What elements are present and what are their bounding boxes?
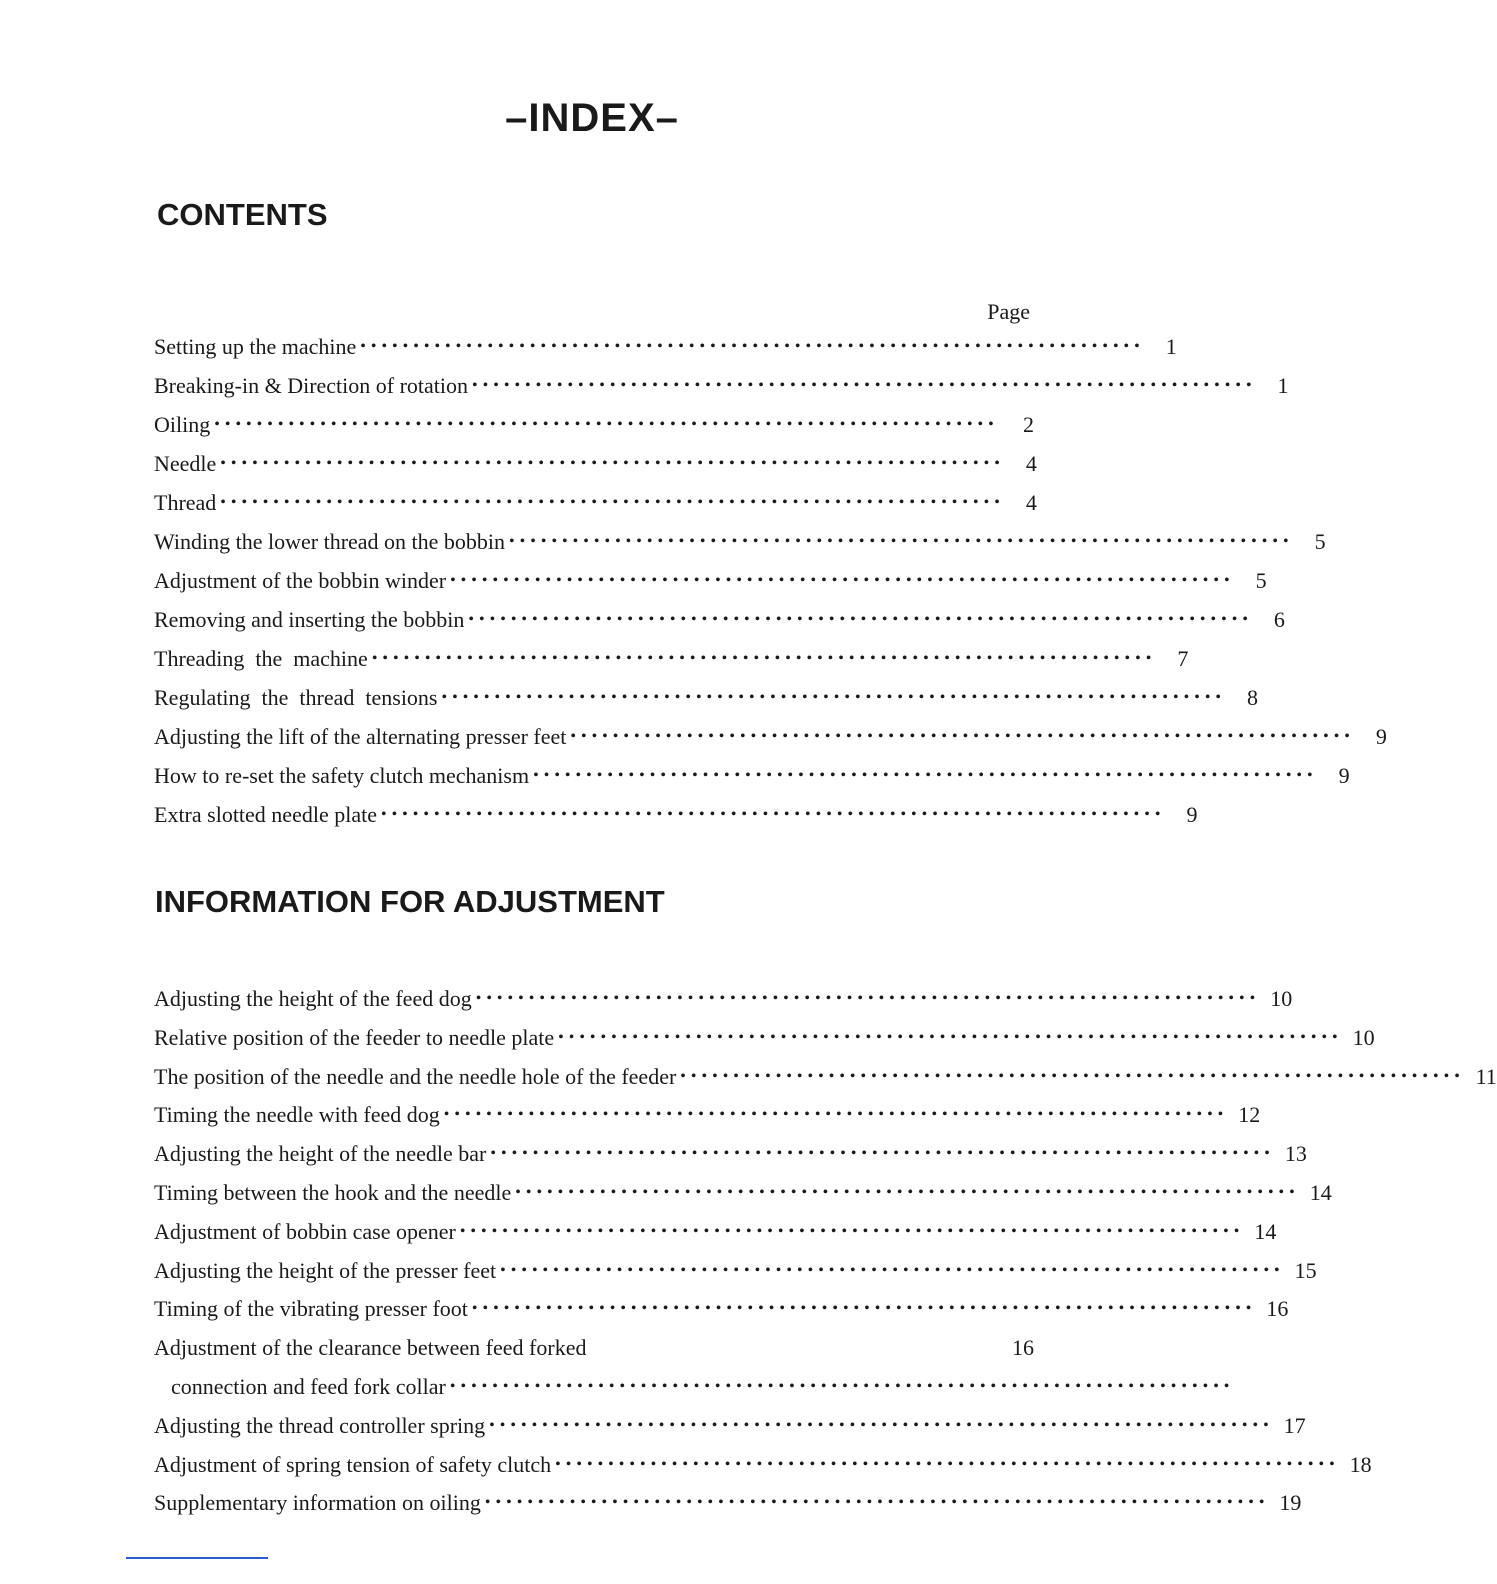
toc-entry[interactable] bbox=[154, 1139, 1307, 1178]
leader-dots: •••••••••••••••••••••••••••••••••••••••••••••••••••••••••••••••••••••••••• bbox=[380, 806, 1166, 823]
toc-entry[interactable] bbox=[154, 722, 1387, 761]
toc-entry-page: 17 bbox=[1283, 1412, 1306, 1438]
leader-dots: •••••••••••••••••••••••••••••••••••••••••••••••••••••••••••••••••••••••••• bbox=[443, 1106, 1229, 1124]
toc-entry-page: 6 bbox=[1273, 607, 1285, 632]
toc-entry-page: 8 bbox=[1247, 685, 1259, 710]
toc-entry[interactable] bbox=[154, 984, 1293, 1023]
leader-dots: •••••••••••••••••••••••••••••••••••••••••••••••••••••••••••••••••••••••••• bbox=[449, 1377, 1235, 1395]
toc-entry[interactable] bbox=[154, 1062, 1497, 1101]
toc-entry[interactable] bbox=[154, 1217, 1277, 1256]
toc-entry[interactable] bbox=[154, 1178, 1332, 1217]
toc-entry-label: connection and feed fork collar bbox=[171, 1373, 446, 1399]
toc-entry-label: Adjusting the height of the presser feet bbox=[154, 1257, 497, 1283]
toc-entry-label: Thread bbox=[154, 490, 217, 515]
toc-entry-page: 7 bbox=[1177, 646, 1189, 671]
toc-entry[interactable] bbox=[154, 1488, 1302, 1527]
leader-dots: •••••••••••••••••••••••••••••••••••••••••••••••••••••••••••••••••••••••••• bbox=[500, 1261, 1285, 1279]
adjustment-list bbox=[154, 984, 1497, 1527]
toc-entry-page: 9 bbox=[1338, 763, 1350, 788]
toc-entry-page: 11 bbox=[1475, 1063, 1497, 1089]
toc-entry-page: 16 bbox=[1012, 1335, 1034, 1361]
page-title: –INDEX– bbox=[505, 96, 679, 140]
leader-dots: •••••••••••••••••••••••••••••••••••••••••••••••••••••••••••••••••••••••••• bbox=[450, 572, 1235, 589]
toc-entry-page: 19 bbox=[1279, 1490, 1302, 1516]
toc-entry-label: Supplementary information on oiling bbox=[154, 1490, 481, 1516]
toc-entry-page: 12 bbox=[1238, 1102, 1261, 1128]
toc-entry[interactable] bbox=[154, 1333, 1034, 1372]
toc-entry-label: Adjustment of bobbin case opener bbox=[154, 1218, 456, 1244]
leader-dots: •••••••••••••••••••••••••••••••••••••••••••••••••••••••••••••••••••••••••• bbox=[441, 689, 1227, 706]
toc-entry-label: Adjustment of the clearance between feed forked bbox=[154, 1335, 587, 1361]
toc-entry-label: Relative position of the feeder to needle plate bbox=[154, 1024, 555, 1050]
toc-entry-label: Adjustment of the bobbin winder bbox=[154, 568, 447, 593]
leader-dots: •••••••••••••••••••••••••••••••••••••••••••••••••••••••••••••••••••••••••• bbox=[558, 1028, 1343, 1046]
toc-entry[interactable] bbox=[154, 449, 1037, 488]
bottom-rule bbox=[126, 1557, 268, 1559]
toc-entry[interactable] bbox=[154, 644, 1189, 683]
toc-entry-page: 5 bbox=[1255, 568, 1267, 593]
toc-entry-label: Removing and inserting the bobbin bbox=[154, 607, 465, 632]
toc-entry[interactable] bbox=[154, 683, 1259, 722]
toc-entry-label: Timing between the hook and the needle bbox=[154, 1179, 512, 1205]
toc-entry-page: 10 bbox=[1352, 1024, 1375, 1050]
leader-dots: •••••••••••••••••••••••••••••••••••••••••••••••••••••••••••••••••••••••••• bbox=[555, 1455, 1340, 1473]
leader-dots: •••••••••••••••••••••••••••••••••••••••••••••••••••••••••••••••••••••••••• bbox=[515, 1183, 1300, 1201]
toc-entry-page: 4 bbox=[1025, 490, 1037, 515]
leader-dots: •••••••••••••••••••••••••••••••••••••••••••••••••••••••••••••••••••••••••• bbox=[484, 1494, 1270, 1512]
toc-entry-label: Regulating the thread tensions bbox=[154, 685, 438, 710]
leader-dots: •••••••••••••••••••••••••••••••••••••••••••••••••••••••••••••••••••••••••• bbox=[371, 650, 1157, 667]
toc-entry-label: Breaking-in & Direction of rotation bbox=[154, 373, 469, 398]
toc-entry-label: Timing of the vibrating presser foot bbox=[154, 1296, 468, 1322]
contents-heading: CONTENTS bbox=[157, 197, 328, 232]
leader-dots: •••••••••••••••••••••••••••••••••••••••••••••••••••••••••••••••••••••••••• bbox=[490, 1145, 1275, 1163]
toc-entry-page: 9 bbox=[1186, 802, 1198, 827]
toc-entry-page: 1 bbox=[1165, 334, 1177, 359]
leader-dots: •••••••••••••••••••••••••••••••••••••••••••••••••••••••••••••••••••••••••• bbox=[214, 416, 999, 433]
toc-entry[interactable] bbox=[154, 1294, 1289, 1333]
leader-dots: •••••••••••••••••••••••••••••••••••••••••••••••••••••••••••••••••••••••••• bbox=[459, 1222, 1245, 1240]
toc-entry-page: 2 bbox=[1023, 412, 1034, 437]
leader-dots: •••••••••••••••••••••••••••••••••••••••••••••••••••••••••••••••••••••••••• bbox=[220, 455, 1005, 472]
toc-entry[interactable] bbox=[154, 488, 1037, 527]
leader-dots: •••••••••••••••••••••••••••••••••••••••••••••••••••••••••••••••••••••••••• bbox=[570, 728, 1355, 745]
toc-entry-label: Adjusting the height of the needle bar bbox=[154, 1141, 487, 1167]
toc-entry-label: Adjusting the height of the feed dog bbox=[154, 986, 472, 1011]
leader-dots: •••••••••••••••••••••••••••••••••••••••••••••••••••••••••••••••••••••••••• bbox=[533, 767, 1318, 784]
toc-entry[interactable] bbox=[154, 1023, 1375, 1062]
toc-entry[interactable] bbox=[154, 527, 1326, 566]
toc-entry-label: Adjustment of spring tension of safety clutch bbox=[154, 1451, 552, 1477]
toc-entry-label: Needle bbox=[154, 451, 217, 476]
toc-entry-continuation[interactable] bbox=[154, 1372, 1235, 1411]
toc-entry-page: 4 bbox=[1025, 451, 1037, 476]
leader-dots: •••••••••••••••••••••••••••••••••••••••••••••••••••••••••••••••••••••••••• bbox=[360, 338, 1145, 355]
toc-entry[interactable] bbox=[154, 332, 1177, 371]
toc-entry-page: 13 bbox=[1284, 1141, 1307, 1167]
toc-entry[interactable] bbox=[154, 1450, 1372, 1489]
toc-entry[interactable] bbox=[154, 761, 1350, 800]
leader-dots: •••••••••••••••••••••••••••••••••••••••••••••••••••••••••••••••••••••••••• bbox=[680, 1067, 1465, 1085]
toc-entry[interactable] bbox=[154, 1100, 1261, 1139]
toc-entry-label: Adjusting the lift of the alternating presser feet bbox=[154, 724, 567, 749]
toc-entry-page: 14 bbox=[1254, 1218, 1277, 1244]
adjustment-heading: INFORMATION FOR ADJUSTMENT bbox=[155, 884, 665, 919]
toc-entry-page: 10 bbox=[1270, 986, 1293, 1011]
toc-entry-page: 5 bbox=[1314, 529, 1326, 554]
leader-dots: •••••••••••••••••••••••••••••••••••••••••••••••••••••••••••••••••••••••••• bbox=[468, 611, 1253, 628]
leader-dots: •••••••••••••••••••••••••••••••••••••••••••••••••••••••••••••••••••••••••• bbox=[471, 1300, 1257, 1318]
toc-entry[interactable] bbox=[154, 605, 1285, 644]
toc-entry-label: Timing the needle with feed dog bbox=[154, 1102, 440, 1128]
contents-list bbox=[154, 332, 1387, 839]
toc-entry-page: 15 bbox=[1294, 1257, 1317, 1283]
toc-entry-label: Winding the lower thread on the bobbin bbox=[154, 529, 506, 554]
toc-entry-page: 16 bbox=[1266, 1296, 1289, 1322]
toc-entry[interactable] bbox=[154, 1256, 1317, 1295]
toc-entry-page: 14 bbox=[1309, 1179, 1332, 1205]
toc-entry-page: 9 bbox=[1375, 724, 1387, 749]
leader-dots: •••••••••••••••••••••••••••••••••••••••••••••••••••••••••••••••••••••••••• bbox=[509, 533, 1294, 550]
leader-dots: •••••••••••••••••••••••••••••••••••••••••••••••••••••••••••••••••••••••••• bbox=[472, 377, 1257, 394]
page-column-label: Page bbox=[987, 299, 1030, 324]
toc-entry[interactable] bbox=[154, 1411, 1306, 1450]
leader-dots: •••••••••••••••••••••••••••••••••••••••••••••••••••••••••••••••••••••••••• bbox=[489, 1416, 1274, 1434]
toc-entry-label: Extra slotted needle plate bbox=[154, 802, 377, 827]
toc-entry-label: Adjusting the thread controller spring bbox=[154, 1412, 486, 1438]
leader-dots: •••••••••••••••••••••••••••••••••••••••••••••••••••••••••••••••••••••••••• bbox=[220, 494, 1005, 511]
toc-entry[interactable] bbox=[154, 410, 1034, 449]
toc-entry-label: Threading the machine bbox=[154, 646, 368, 671]
toc-entry-label: How to re-set the safety clutch mechanism bbox=[154, 763, 530, 788]
toc-entry-page: 1 bbox=[1277, 373, 1289, 398]
toc-entry-page: 18 bbox=[1349, 1451, 1372, 1477]
toc-entry-label: Setting up the machine bbox=[154, 334, 357, 359]
toc-entry[interactable] bbox=[154, 371, 1289, 410]
toc-entry-label: The position of the needle and the needle hole of the feeder bbox=[154, 1063, 677, 1089]
toc-entry[interactable] bbox=[154, 566, 1267, 605]
toc-entry-label: Oiling bbox=[154, 412, 211, 437]
leader-dots: •••••••••••••••••••••••••••••••••••••••••••••••••••••••••••••••••••••••••• bbox=[475, 990, 1261, 1007]
toc-entry[interactable] bbox=[154, 800, 1198, 839]
